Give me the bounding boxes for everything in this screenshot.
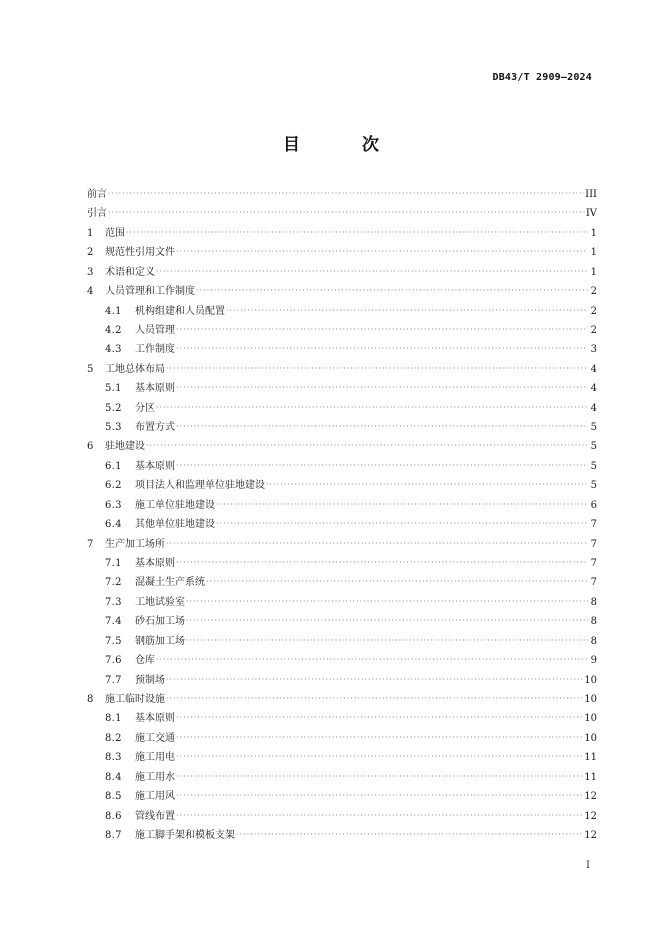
toc-entry-number: 7.1: [105, 558, 122, 570]
toc-entry-title: 术语和定义: [105, 266, 155, 278]
toc-entry[interactable]: [87, 709, 597, 728]
dot-leader: [166, 689, 583, 708]
table-of-contents: [87, 185, 597, 845]
toc-entry-number: 7.7: [105, 674, 122, 686]
toc-entry-title: 人员管理: [135, 324, 175, 336]
toc-entry[interactable]: [87, 496, 597, 515]
toc-entry[interactable]: [87, 263, 597, 282]
toc-entry-title: 范围: [105, 227, 125, 239]
toc-entry-title: 驻地建设: [105, 441, 145, 453]
dot-leader: [176, 767, 583, 786]
toc-entry-page: 10: [584, 713, 597, 725]
toc-entry[interactable]: [87, 612, 597, 631]
toc-entry[interactable]: [87, 282, 597, 301]
toc-entry-number: 4.3: [105, 344, 122, 356]
toc-entry-page: 8: [590, 596, 597, 608]
toc-entry-number: 7.2: [105, 577, 122, 589]
toc-entry-number: 5.1: [105, 383, 122, 395]
toc-entry-number: 6.2: [105, 480, 122, 492]
toc-entry-page: 9: [590, 655, 597, 667]
toc-entry-page: 4: [590, 402, 597, 414]
toc-entry-title: 基本原则: [135, 558, 175, 570]
toc-entry[interactable]: [87, 651, 597, 670]
toc-entry-title: 施工临时设施: [105, 693, 165, 705]
toc-entry[interactable]: [87, 321, 597, 340]
dot-leader: [266, 475, 588, 494]
dot-leader: [166, 359, 588, 378]
toc-entry[interactable]: [87, 437, 597, 456]
toc-entry-title: 基本原则: [135, 713, 175, 725]
dot-leader: [176, 456, 588, 475]
toc-entry[interactable]: [87, 535, 597, 554]
toc-entry-number: 7.3: [105, 596, 122, 608]
toc-entry-number: 8.7: [105, 829, 122, 841]
toc-entry[interactable]: [87, 302, 597, 321]
toc-entry-page: 4: [590, 383, 597, 395]
toc-entry-page: 7: [590, 577, 597, 589]
dot-leader: [226, 301, 588, 320]
dot-leader: [176, 417, 588, 436]
toc-entry-number: 1: [87, 227, 94, 239]
toc-entry-title: 基本原则: [135, 460, 175, 472]
dot-leader: [176, 553, 588, 572]
toc-entry-number: 8.5: [105, 791, 122, 803]
dot-leader: [108, 184, 584, 203]
toc-entry[interactable]: [87, 729, 597, 748]
toc-entry-page: 5: [590, 441, 597, 453]
toc-entry-page: 11: [584, 752, 597, 764]
dot-leader: [176, 708, 583, 727]
toc-entry-number: 7.6: [105, 655, 122, 667]
dot-leader: [186, 631, 588, 650]
toc-entry[interactable]: [87, 360, 597, 379]
toc-entry-number: 4.2: [105, 324, 122, 336]
toc-entry[interactable]: [87, 807, 597, 826]
dot-leader: [176, 728, 583, 747]
toc-entry-number: 8.4: [105, 771, 122, 783]
toc-entry-number: 8.2: [105, 732, 122, 744]
toc-entry[interactable]: [87, 787, 597, 806]
toc-entry-number: 8: [87, 693, 94, 705]
toc-entry-page: 4: [590, 363, 597, 375]
toc-entry-page: 5: [590, 422, 597, 434]
toc-entry[interactable]: [87, 826, 597, 845]
toc-entry-page: 7: [590, 519, 597, 531]
toc-entry-page: III: [585, 189, 597, 200]
toc-entry[interactable]: [87, 632, 597, 651]
toc-entry-page: 10: [584, 693, 597, 705]
toc-entry-title: 施工用风: [135, 791, 175, 803]
toc-entry-page: 5: [590, 480, 597, 492]
toc-entry[interactable]: [87, 515, 597, 534]
dot-leader: [176, 806, 583, 825]
toc-entry[interactable]: [87, 204, 597, 223]
toc-entry-page: 10: [584, 674, 597, 686]
toc-entry-page: IV: [585, 208, 597, 220]
toc-entry-page: 6: [590, 499, 597, 511]
toc-entry-page: 2: [590, 324, 597, 336]
dot-leader: [176, 320, 588, 339]
toc-entry-page: 8: [590, 616, 597, 628]
toc-entry-title: 施工交通: [135, 732, 175, 744]
dot-leader: [186, 611, 588, 630]
toc-entry-title: 工作制度: [135, 344, 175, 356]
toc-entry-page: 1: [590, 247, 597, 259]
dot-leader: [156, 262, 588, 281]
toc-entry-title: 生产加工场所: [105, 538, 165, 550]
toc-entry-title: 机构组建和人员配置: [135, 305, 225, 317]
toc-entry-number: 3: [87, 266, 94, 278]
toc-entry-number: 8.3: [105, 752, 122, 764]
toc-entry-page: 12: [584, 829, 597, 841]
toc-entry-title: 工地试验室: [135, 596, 185, 608]
toc-entry-title: 工地总体布局: [105, 363, 165, 375]
toc-entry-page: 1: [590, 266, 597, 278]
toc-entry-page: 11: [584, 771, 597, 783]
toc-entry-number: 4: [87, 286, 94, 298]
toc-entry-number: 7.5: [105, 635, 122, 647]
toc-entry-title: 管线布置: [135, 810, 175, 822]
dot-leader: [176, 747, 583, 766]
toc-entry[interactable]: [87, 243, 597, 262]
dot-leader: [196, 281, 588, 300]
toc-entry[interactable]: [87, 476, 597, 495]
toc-entry-title: 砂石加工场: [135, 616, 185, 628]
dot-leader: [216, 514, 588, 533]
toc-entry[interactable]: [87, 671, 597, 690]
toc-entry-number: 5.2: [105, 402, 122, 414]
toc-entry-title: 其他单位驻地建设: [135, 519, 215, 531]
toc-entry-page: 5: [590, 460, 597, 472]
toc-entry-title: 人员管理和工作制度: [105, 286, 195, 298]
toc-entry[interactable]: [87, 457, 597, 476]
dot-leader: [146, 436, 588, 455]
toc-entry-title: 预制场: [135, 674, 165, 686]
dot-leader: [166, 534, 588, 553]
dot-leader: [126, 223, 588, 242]
toc-entry-title: 布置方式: [135, 422, 175, 434]
toc-entry-number: 6: [87, 441, 94, 453]
toc-entry-number: 2: [87, 247, 94, 259]
toc-entry-page: 2: [590, 305, 597, 317]
dot-leader: [156, 650, 588, 669]
toc-entry-title: 混凝土生产系统: [135, 577, 205, 589]
toc-entry-number: 6.3: [105, 499, 122, 511]
toc-entry-title: 施工用水: [135, 771, 175, 783]
toc-entry[interactable]: [87, 690, 597, 709]
toc-entry-page: 3: [590, 344, 597, 356]
toc-entry-number: 5: [87, 363, 94, 375]
toc-entry-page: 10: [584, 732, 597, 744]
dot-leader: [176, 242, 588, 261]
toc-entry-title: 仓库: [135, 655, 155, 667]
page-folio: I: [586, 860, 590, 871]
dot-leader: [216, 495, 588, 514]
toc-entry[interactable]: [87, 748, 597, 767]
toc-entry-number: 5.3: [105, 422, 122, 434]
toc-entry-number: 6.4: [105, 519, 122, 531]
toc-entry-number: 6.1: [105, 460, 122, 472]
toc-entry-page: 12: [584, 791, 597, 803]
dot-leader: [166, 670, 583, 689]
toc-entry-title: 分区: [135, 402, 155, 414]
toc-entry-page: 7: [590, 558, 597, 570]
toc-entry-number: 7: [87, 538, 94, 550]
toc-entry[interactable]: [87, 418, 597, 437]
toc-entry-title: 前言: [87, 189, 107, 200]
toc-entry-title: 施工用电: [135, 752, 175, 764]
toc-entry-number: 8.1: [105, 713, 122, 725]
toc-entry-title: 项目法人和监理单位驻地建设: [135, 480, 265, 492]
toc-entry[interactable]: [87, 593, 597, 612]
standard-code: DB43/T 2909—2024: [492, 72, 592, 83]
toc-title: 目 次: [283, 135, 407, 155]
toc-entry[interactable]: [87, 768, 597, 787]
toc-entry-page: 2: [590, 286, 597, 298]
toc-entry-page: 8: [590, 635, 597, 647]
toc-entry[interactable]: [87, 379, 597, 398]
toc-entry-page: 1: [590, 227, 597, 239]
dot-leader: [176, 786, 583, 805]
toc-entry-title: 引言: [87, 208, 107, 220]
toc-entry[interactable]: [87, 399, 597, 418]
toc-entry-title: 施工单位驻地建设: [135, 499, 215, 511]
toc-entry-page: 7: [590, 538, 597, 550]
toc-entry-number: 7.4: [105, 616, 122, 628]
dot-leader: [236, 825, 583, 844]
toc-entry[interactable]: [87, 573, 597, 592]
toc-entry[interactable]: [87, 340, 597, 359]
toc-entry[interactable]: [87, 185, 597, 204]
dot-leader: [108, 203, 585, 222]
dot-leader: [176, 378, 588, 397]
toc-entry-title: 基本原则: [135, 383, 175, 395]
dot-leader: [176, 339, 588, 358]
toc-entry-page: 12: [584, 810, 597, 822]
toc-entry-title: 施工脚手架和模板支架: [135, 829, 235, 841]
dot-leader: [186, 592, 588, 611]
dot-leader: [206, 572, 588, 591]
toc-entry-title: 钢筋加工场: [135, 635, 185, 647]
toc-entry[interactable]: [87, 224, 597, 243]
dot-leader: [156, 398, 588, 417]
toc-entry[interactable]: [87, 554, 597, 573]
toc-entry-title: 规范性引用文件: [105, 247, 175, 259]
toc-entry-number: 4.1: [105, 305, 122, 317]
toc-entry-number: 8.6: [105, 810, 122, 822]
